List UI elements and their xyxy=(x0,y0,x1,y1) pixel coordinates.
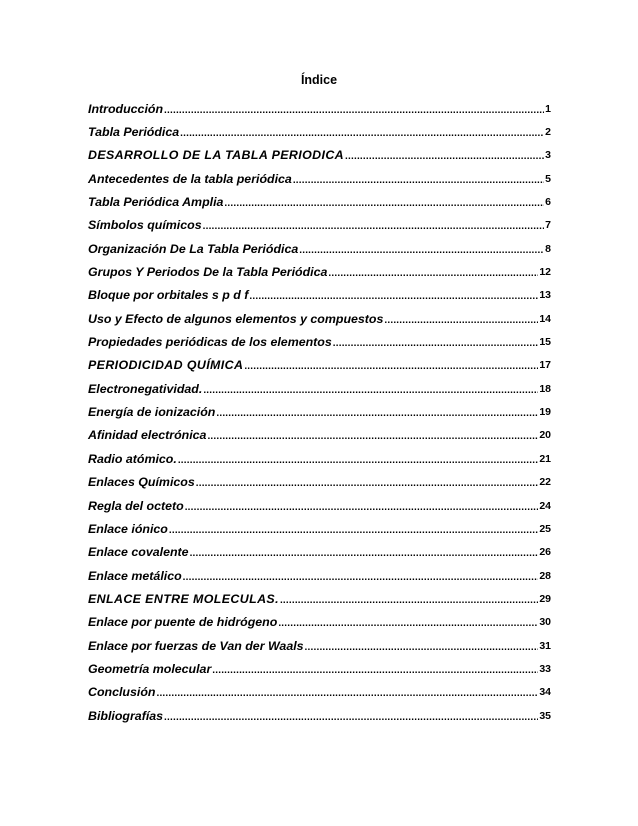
toc-entry-title: Tabla Periódica xyxy=(88,125,180,140)
toc-entry[interactable] xyxy=(88,681,551,704)
toc-entry[interactable] xyxy=(88,634,551,657)
toc-dot-leader xyxy=(244,358,538,372)
toc-dot-leader xyxy=(207,428,538,442)
table-of-contents xyxy=(88,97,551,727)
toc-entry-title: Bloque por orbitales s p d f xyxy=(88,288,249,303)
toc-entry-title: Organización De La Tabla Periódica xyxy=(88,241,299,256)
toc-dot-leader xyxy=(280,592,538,606)
toc-page-number: 21 xyxy=(539,452,551,465)
toc-entry[interactable] xyxy=(88,400,551,423)
toc-entry[interactable] xyxy=(88,190,551,213)
toc-dot-leader xyxy=(183,569,539,583)
toc-entry[interactable] xyxy=(88,541,551,564)
toc-entry[interactable] xyxy=(88,260,551,283)
toc-entry-title: Enlace iónico xyxy=(88,521,168,536)
toc-dot-leader xyxy=(328,265,538,279)
toc-dot-leader xyxy=(299,242,544,256)
toc-entry[interactable] xyxy=(88,307,551,330)
toc-entry-title: Geometría molecular xyxy=(88,661,212,676)
toc-entry-title: Símbolos químicos xyxy=(88,218,202,233)
toc-entry-title: Tabla Periódica Amplia xyxy=(88,195,224,210)
toc-page-number: 35 xyxy=(539,709,551,722)
toc-page-number: 15 xyxy=(539,336,551,349)
toc-page-number: 22 xyxy=(539,476,551,489)
toc-page-number: 8 xyxy=(545,242,551,255)
toc-entry-title: DESARROLLO DE LA TABLA PERIODICA xyxy=(88,148,345,163)
toc-dot-leader xyxy=(345,148,544,162)
toc-page-number: 34 xyxy=(539,686,551,699)
toc-page-number: 3 xyxy=(545,149,551,162)
toc-entry[interactable] xyxy=(88,377,551,400)
toc-entry-title: Radio atómico. xyxy=(88,451,177,466)
toc-entry-title: Regla del octeto xyxy=(88,498,184,513)
toc-page-number: 30 xyxy=(539,616,551,629)
toc-page-number: 1 xyxy=(545,102,551,115)
toc-dot-leader xyxy=(180,125,544,139)
toc-entry[interactable] xyxy=(88,494,551,517)
toc-entry[interactable] xyxy=(88,214,551,237)
toc-page-number: 2 xyxy=(545,126,551,139)
toc-entry-title: PERIODICIDAD QUÍMICA xyxy=(88,358,244,373)
toc-dot-leader xyxy=(216,405,538,419)
toc-entry-title: Bibliografías xyxy=(88,708,164,723)
toc-page-number: 14 xyxy=(539,312,551,325)
toc-dot-leader xyxy=(164,709,538,723)
toc-entry[interactable] xyxy=(88,144,551,167)
toc-dot-leader xyxy=(190,545,539,559)
toc-entry[interactable] xyxy=(88,611,551,634)
toc-page-number: 20 xyxy=(539,429,551,442)
toc-page-number: 19 xyxy=(539,406,551,419)
toc-page-number: 6 xyxy=(545,196,551,209)
toc-dot-leader xyxy=(384,312,538,326)
toc-page-number: 24 xyxy=(539,499,551,512)
toc-entry[interactable] xyxy=(88,330,551,353)
toc-entry[interactable] xyxy=(88,447,551,470)
toc-dot-leader xyxy=(203,218,545,232)
toc-entry-title: Conclusión xyxy=(88,685,156,700)
toc-dot-leader xyxy=(178,452,539,466)
toc-page-number: 26 xyxy=(539,546,551,559)
toc-page-number: 29 xyxy=(539,592,551,605)
toc-entry-title: Energía de ionización xyxy=(88,405,216,420)
toc-entry[interactable] xyxy=(88,471,551,494)
toc-page-number: 5 xyxy=(545,172,551,185)
toc-page-number: 28 xyxy=(539,569,551,582)
toc-page-number: 25 xyxy=(539,522,551,535)
toc-dot-leader xyxy=(203,382,538,396)
toc-dot-leader xyxy=(156,685,538,699)
toc-page-number: 17 xyxy=(539,359,551,372)
toc-dot-leader xyxy=(169,522,538,536)
toc-entry[interactable] xyxy=(88,704,551,727)
toc-entry-title: Electronegatividad. xyxy=(88,381,203,396)
toc-dot-leader xyxy=(293,172,544,186)
toc-dot-leader xyxy=(249,288,538,302)
toc-page-number: 7 xyxy=(545,219,551,232)
toc-page-number: 31 xyxy=(539,639,551,652)
toc-page-number: 12 xyxy=(539,266,551,279)
toc-entry[interactable] xyxy=(88,237,551,260)
toc-entry-title: Enlaces Químicos xyxy=(88,475,195,490)
toc-page-number: 13 xyxy=(539,289,551,302)
toc-entry[interactable] xyxy=(88,354,551,377)
toc-dot-leader xyxy=(305,639,539,653)
toc-entry[interactable] xyxy=(88,564,551,587)
toc-entry-title: Introducción xyxy=(88,101,164,116)
toc-dot-leader xyxy=(224,195,544,209)
toc-dot-leader xyxy=(212,662,538,676)
toc-entry-title: Antecedentes de la tabla periódica xyxy=(88,171,292,186)
toc-entry[interactable] xyxy=(88,424,551,447)
toc-dot-leader xyxy=(164,102,544,116)
toc-entry-title: Afinidad electrónica xyxy=(88,428,207,443)
toc-entry-title: Grupos Y Periodos De la Tabla Periódica xyxy=(88,265,328,280)
toc-entry-title: Uso y Efecto de algunos elementos y compuestos xyxy=(88,311,384,326)
toc-entry[interactable] xyxy=(88,587,551,610)
toc-dot-leader xyxy=(196,475,539,489)
toc-page-number: 18 xyxy=(539,382,551,395)
toc-page-number: 33 xyxy=(539,662,551,675)
toc-entry-title: Enlace covalente xyxy=(88,545,189,560)
toc-dot-leader xyxy=(185,499,539,513)
toc-entry[interactable] xyxy=(88,120,551,143)
toc-entry[interactable] xyxy=(88,167,551,190)
toc-entry[interactable] xyxy=(88,284,551,307)
toc-entry-title: Enlace por fuerzas de Van der Waals xyxy=(88,638,304,653)
toc-dot-leader xyxy=(278,615,538,629)
page-title: Índice xyxy=(300,73,338,87)
toc-entry-title: Propiedades periódicas de los elementos xyxy=(88,335,332,350)
toc-dot-leader xyxy=(333,335,539,349)
toc-entry[interactable] xyxy=(88,657,551,680)
toc-entry[interactable] xyxy=(88,97,551,120)
toc-entry-title: Enlace por puente de hidrógeno xyxy=(88,615,278,630)
toc-entry-title: Enlace metálico xyxy=(88,568,182,583)
toc-entry[interactable] xyxy=(88,517,551,540)
toc-entry-title: ENLACE ENTRE MOLECULAS. xyxy=(88,591,279,606)
